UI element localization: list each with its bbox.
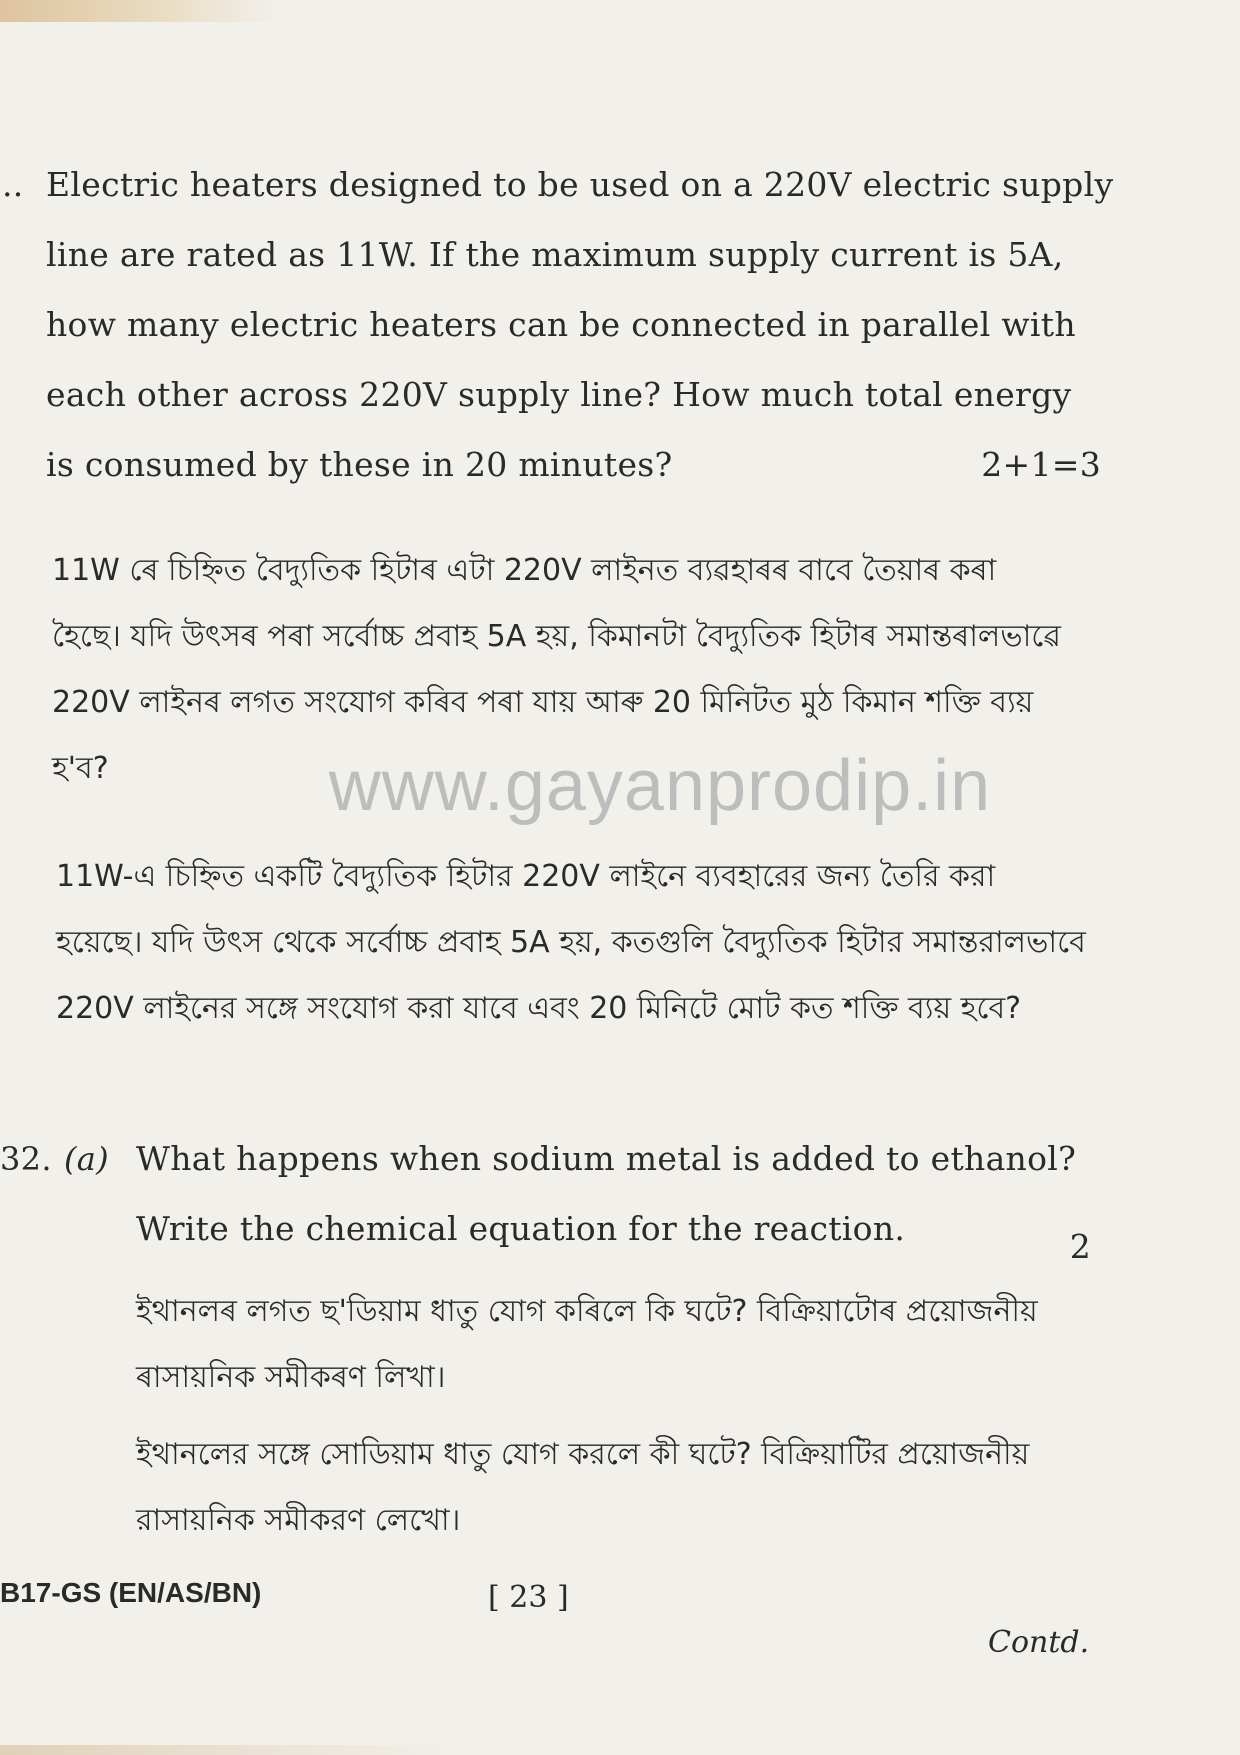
question-line: how many electric heaters can be connected in parallel with	[46, 305, 1076, 344]
assamese-line: হ'ব?	[52, 751, 109, 786]
bengali-line: রাসায়নিক সমীকরণ লেখো।	[136, 1503, 461, 1538]
bengali-line: 220V লাইনের সঙ্গে সংযোগ করা যাবে এবং 20 মিনিটে মোট কত শক্তি ব্যয় হবে?	[56, 991, 1022, 1026]
question-1-marks: 2+1=3	[981, 445, 1101, 484]
assamese-line: ইথানলৰ লগত ছ'ডিয়াম ধাতু যোগ কৰিলে কি ঘটে? বিক্ৰিয়াটোৰ প্ৰয়োজনীয়	[136, 1294, 1038, 1329]
question-line: Electric heaters designed to be used on a 220V electric supply	[46, 165, 1114, 204]
question-32	[0, 1124, 1100, 1544]
page-number: [ 23 ]	[488, 1580, 569, 1615]
assamese-line: 11W ৰে চিহ্নিত বৈদ্যুতিক হিটাৰ এটা 220V লাইনত ব্যৱহাৰৰ বাবে তৈয়াৰ কৰা	[52, 553, 997, 588]
question-32-part: (a)	[64, 1140, 109, 1178]
watermark: www.gayanprodip.in	[328, 746, 992, 826]
question-32-number: 32.	[0, 1140, 52, 1178]
question-32-marks: 2	[1069, 1227, 1091, 1266]
question-32-english	[136, 1124, 1091, 1264]
question-line: is consumed by these in 20 minutes?	[46, 445, 673, 484]
bengali-line: 11W-এ চিহ্নিত একটি বৈদ্যুতিক হিটার 220V লাইনে ব্যবহারের জন্য তৈরি করা	[56, 859, 996, 894]
continued-label: Contd.	[988, 1625, 1090, 1660]
question-32-assamese	[136, 1279, 1091, 1411]
assamese-line: হৈছে। যদি উৎসৰ পৰা সৰ্বোচ্চ প্ৰবাহ 5A হয়, কিমানটা বৈদ্যুতিক হিটাৰ সমান্তৰালভাৱে	[52, 619, 1061, 654]
paper-code: B17-GS (EN/AS/BN)	[0, 1577, 262, 1608]
question-1-english	[2, 150, 1114, 500]
paper-stain	[0, 0, 280, 22]
question-32-bengali	[136, 1422, 1091, 1554]
assamese-line: 220V লাইনৰ লগত সংযোগ কৰিব পৰা যায় আৰু 20 মিনিটত মুঠ কিমান শক্তি ব্যয়	[52, 685, 1034, 720]
question-line: line are rated as 11W. If the maximum supply current is 5A,	[46, 235, 1064, 274]
question-line: each other across 220V supply line? How much total energy	[46, 375, 1072, 414]
question-line-with-marks	[46, 430, 1101, 500]
bengali-line: ইথানলের সঙ্গে সোডিয়াম ধাতু যোগ করলে কী ঘটে? বিক্রিয়াটির প্রয়োজনীয়	[136, 1437, 1030, 1472]
bengali-line: হয়েছে। যদি উৎস থেকে সর্বোচ্চ প্রবাহ 5A হয়, কতগুলি বৈদ্যুতিক হিটার সমান্তরালভাবে	[56, 925, 1086, 960]
question-line: What happens when sodium metal is added to ethanol?	[136, 1139, 1077, 1178]
paper-stain-bottom	[0, 1745, 460, 1755]
question-1-number: ..	[2, 165, 24, 204]
question-line-with-marks	[136, 1194, 1091, 1264]
question-1-bengali	[56, 844, 1096, 1042]
question-line: Write the chemical equation for the reaction.	[136, 1209, 906, 1248]
assamese-line: ৰাসায়নিক সমীকৰণ লিখা।	[136, 1360, 446, 1395]
